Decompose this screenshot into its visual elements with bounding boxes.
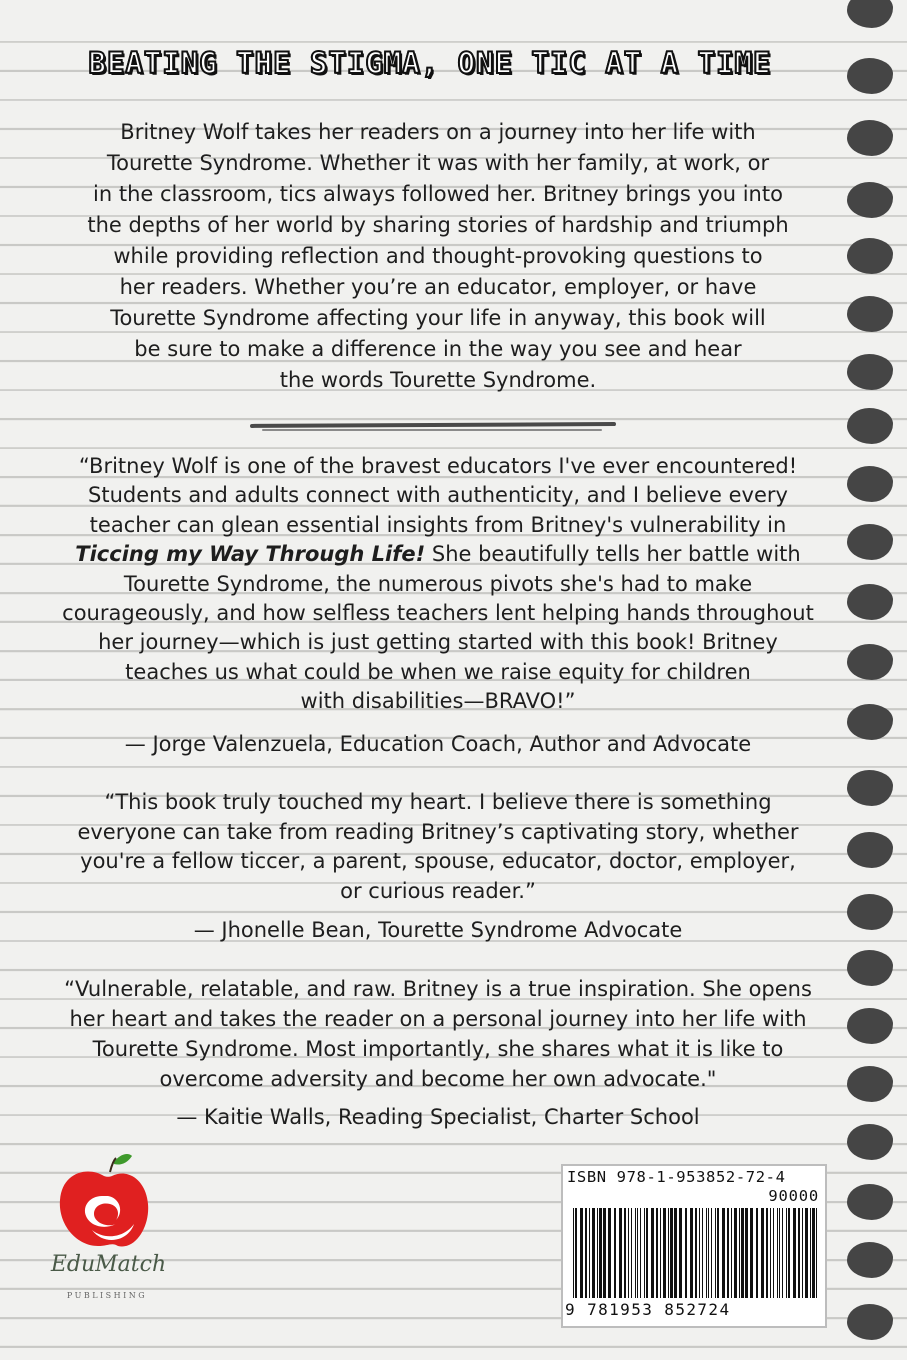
barcode-bar xyxy=(651,1208,654,1298)
book-title-italic: Ticcing my Way Through Life! xyxy=(75,542,426,567)
barcode-bar xyxy=(670,1208,673,1298)
barcode-bar xyxy=(802,1208,803,1298)
binding-hole xyxy=(847,1242,893,1278)
barcode-bar xyxy=(644,1208,645,1298)
barcode-bar xyxy=(734,1208,737,1298)
barcode-bar xyxy=(608,1208,611,1298)
binding-hole xyxy=(847,832,893,868)
barcode-bar xyxy=(731,1208,732,1298)
barcode-bar xyxy=(619,1208,622,1298)
quote-line: you're a fellow ticcer, a parent, spouse, educator, doctor, employer, xyxy=(80,849,796,873)
barcode-bar xyxy=(628,1208,629,1298)
barcode-bar xyxy=(580,1208,583,1298)
publisher-subtitle: PUBLISHING xyxy=(66,1291,148,1300)
barcode-bar xyxy=(702,1208,703,1298)
quote-line xyxy=(58,540,818,569)
barcode-bar xyxy=(805,1208,808,1298)
quote-line: everyone can take from reading Britney’s captivating story, whether xyxy=(77,819,799,844)
barcode-bar xyxy=(656,1208,658,1298)
barcode-bar xyxy=(788,1208,790,1298)
quote-line: “This book truly touched my heart. I believe there is something xyxy=(104,790,772,814)
barcode-bar xyxy=(695,1208,697,1298)
binding-hole xyxy=(847,238,893,274)
barcode-bar xyxy=(646,1208,648,1298)
isbn-barcode xyxy=(561,1164,827,1328)
quote-line: her heart and takes the reader on a personal journey into her life with xyxy=(69,1007,807,1031)
binding-hole xyxy=(847,524,893,560)
barcode-bar xyxy=(690,1208,693,1298)
barcode-bar xyxy=(573,1208,574,1298)
barcode-bar xyxy=(750,1208,753,1298)
quote-line: teaches us what could be when we raise equity for children xyxy=(125,659,751,684)
quote-2-attribution: — Jhonelle Bean, Tourette Syndrome Advocate xyxy=(193,918,683,942)
barcode-bar xyxy=(685,1208,687,1298)
description-line: the words Tourette Syndrome. xyxy=(279,368,597,392)
binding-hole xyxy=(847,354,893,390)
quote-3-attribution: — Kaitie Walls, Reading Specialist, Charter School xyxy=(176,1105,700,1129)
barcode-bar xyxy=(597,1208,598,1298)
binding-hole xyxy=(847,950,893,986)
quote-line: Students and adults connect with authenticity, and I believe every xyxy=(88,483,788,508)
description-line: Tourette Syndrome. Whether it was with her family, at work, or xyxy=(106,151,770,175)
barcode-bar xyxy=(739,1208,740,1298)
barcode-bar xyxy=(810,1208,811,1298)
barcode-bar xyxy=(770,1208,771,1298)
binding-hole xyxy=(847,58,893,94)
barcode-bar xyxy=(782,1208,783,1298)
quote-line: overcome adversity and become her own advocate." xyxy=(159,1067,717,1091)
description-line: in the classroom, tics always followed her. Britney brings you into xyxy=(93,182,783,206)
binding-hole xyxy=(847,1008,893,1044)
quote-line: with disabilities—BRAVO!” xyxy=(300,689,576,714)
barcode-bar xyxy=(793,1208,796,1298)
barcode-bar xyxy=(741,1208,744,1298)
binding-hole xyxy=(847,1124,893,1160)
barcode-bar xyxy=(717,1208,719,1298)
binding-hole xyxy=(847,120,893,156)
book-description xyxy=(58,117,818,396)
binding-hole xyxy=(847,466,893,502)
description-line: her readers. Whether you’re an educator, employer, or have xyxy=(119,275,757,299)
binding-hole xyxy=(847,704,893,740)
barcode-bar xyxy=(706,1208,707,1298)
quote-line: or curious reader.” xyxy=(340,878,536,903)
barcode-bar xyxy=(599,1208,602,1298)
apple-icon xyxy=(32,1150,182,1260)
barcode-bar xyxy=(812,1208,815,1298)
endorsement-quote-1 xyxy=(58,452,818,717)
barcode-bar xyxy=(786,1208,787,1298)
barcode-bar xyxy=(722,1208,725,1298)
binding-hole xyxy=(847,296,893,332)
binding-hole xyxy=(847,770,893,806)
description-line: Tourette Syndrome affecting your life in anyway, this book will xyxy=(110,306,766,330)
binding-hole xyxy=(847,1304,893,1340)
barcode-bar xyxy=(663,1208,666,1298)
barcode-bar xyxy=(668,1208,669,1298)
quote-line-rest: She beautifully tells her battle with xyxy=(425,542,801,567)
barcode-bar xyxy=(745,1208,748,1298)
barcode-bar xyxy=(756,1208,758,1298)
binding-hole xyxy=(847,408,893,444)
barcode-bar xyxy=(603,1208,606,1298)
barcode-bar xyxy=(592,1208,595,1298)
barcode-bar xyxy=(816,1208,817,1298)
endorsement-quote-3 xyxy=(58,974,818,1094)
ean-digits: 9 781953 852724 xyxy=(565,1300,731,1319)
description-line: while providing reflection and thought-provoking questions to xyxy=(113,244,763,268)
quote-line: courageously, and how selfless teachers lent helping hands throughout xyxy=(62,601,814,626)
barcode-bar xyxy=(773,1208,774,1298)
description-line: Britney Wolf takes her readers on a journey into her life with xyxy=(120,120,756,144)
endorsement-quote-2 xyxy=(58,788,818,906)
barcode-bar xyxy=(585,1208,587,1298)
binding-hole xyxy=(847,1066,893,1102)
barcode-bar xyxy=(660,1208,661,1298)
description-line: be sure to make a difference in the way you see and hear xyxy=(134,337,742,361)
quote-line: Tourette Syndrome, the numerous pivots she's had to make xyxy=(123,571,753,596)
quote-line: “Britney Wolf is one of the bravest educators I've ever encountered! xyxy=(78,454,798,478)
publisher-name: EduMatch xyxy=(50,1252,167,1277)
publisher-logo xyxy=(32,1150,182,1315)
quote-line: “Vulnerable, relatable, and raw. Britney is a true inspiration. She opens xyxy=(64,977,812,1001)
barcode-bar xyxy=(708,1208,709,1298)
barcode-bar xyxy=(766,1208,768,1298)
barcode-bar xyxy=(777,1208,778,1298)
barcode-bar xyxy=(589,1208,590,1298)
quote-1-attribution: — Jorge Valenzuela, Education Coach, Author and Advocate xyxy=(124,732,752,756)
barcode-bar xyxy=(640,1208,641,1298)
barcode-bar xyxy=(779,1208,780,1298)
barcode-bar xyxy=(679,1208,682,1298)
quote-line: teacher can glean essential insights from Britney's vulnerability in xyxy=(89,512,787,537)
section-divider xyxy=(250,422,616,428)
binding-hole xyxy=(847,894,893,930)
cover-headline: BEATING THE STIGMA, ONE TIC AT A TIME xyxy=(88,46,772,80)
barcode-bar xyxy=(674,1208,677,1298)
barcode-bar xyxy=(798,1208,800,1298)
barcode-bar xyxy=(635,1208,636,1298)
barcode-bar xyxy=(711,1208,712,1298)
barcode-bar xyxy=(761,1208,764,1298)
binding-hole xyxy=(847,644,893,680)
barcode-bar xyxy=(727,1208,729,1298)
barcode-bar xyxy=(575,1208,577,1298)
description-line: the depths of her world by sharing stories of hardship and triumph xyxy=(87,213,789,237)
notebook-binding-holes xyxy=(837,0,907,1360)
barcode-bar xyxy=(614,1208,616,1298)
binding-hole xyxy=(847,182,893,218)
quote-line: her journey—which is just getting started with this book! Britney xyxy=(98,630,778,655)
binding-hole xyxy=(847,1184,893,1220)
binding-hole xyxy=(847,0,893,28)
barcode-bar xyxy=(624,1208,626,1298)
barcode-bars xyxy=(573,1208,817,1298)
barcode-bar xyxy=(637,1208,638,1298)
barcode-bar xyxy=(631,1208,632,1298)
barcode-bar xyxy=(699,1208,700,1298)
isbn-label: ISBN 978-1-953852-72-4 xyxy=(567,1168,786,1186)
barcode-bar xyxy=(715,1208,716,1298)
binding-hole xyxy=(847,584,893,620)
price-code: 90000 xyxy=(768,1187,819,1205)
quote-line: Tourette Syndrome. Most importantly, she shares what it is like to xyxy=(92,1037,784,1061)
section-divider-shadow xyxy=(262,429,602,431)
